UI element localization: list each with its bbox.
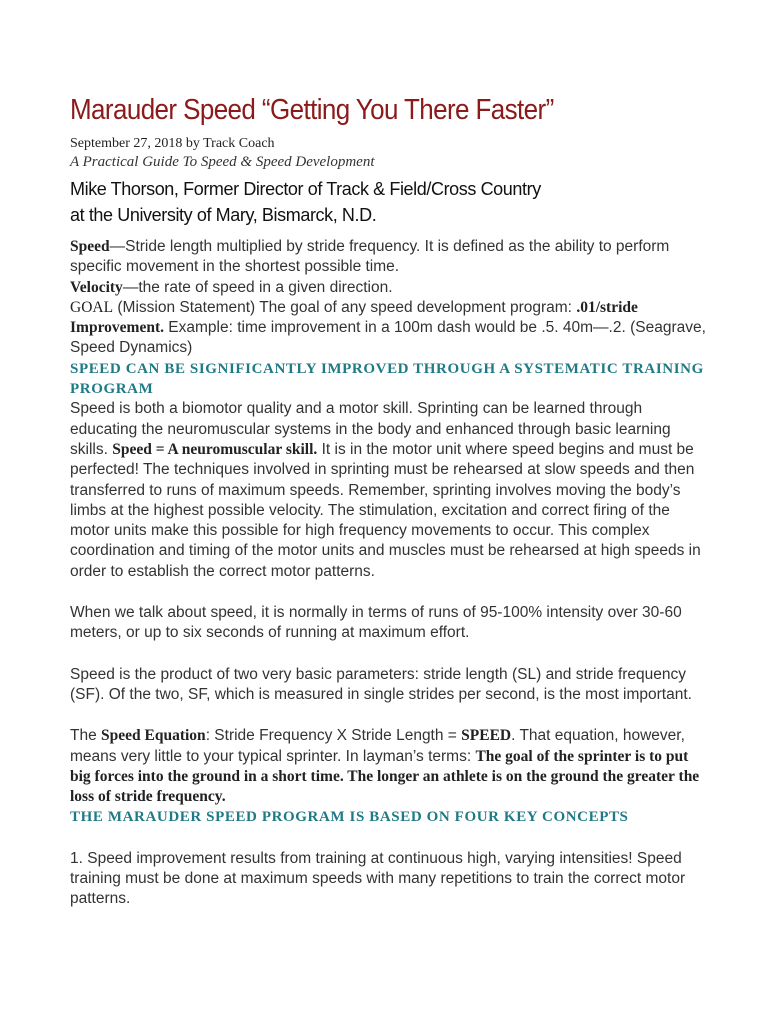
definition-velocity-text: —the rate of speed in a given direction. (122, 278, 393, 296)
section-heading-1: SPEED CAN BE SIGNIFICANTLY IMPROVED THROUGH A SYSTEMATIC TRAINING PROGRAM (70, 360, 704, 398)
author-line-2: at the University of Mary, Bismarck, N.D. (70, 205, 377, 225)
post-meta: September 27, 2018 by Track Coach (70, 136, 275, 151)
speed-equation-term: Speed Equation (101, 727, 206, 745)
paragraph-1 (70, 399, 710, 582)
article-subtitle: A Practical Guide To Speed & Speed Development (70, 154, 375, 170)
goal-statement (70, 298, 710, 359)
paragraph-1-text-a: Speed is both a biomotor quality and a motor skill. Sprinting can be learned through educating the neuromuscular systems in the body and enhanced through basic learning skills. (70, 400, 671, 458)
paragraph-1-bold: Speed = A neuromuscular skill. (112, 440, 318, 458)
goal-text-2: Example: time improvement in a 100m dash would be .5. 40m—.2. (Seagrave, Speed Dynamics) (70, 319, 706, 357)
definition-speed (70, 237, 710, 278)
paragraph-4-bold: The goal of the sprinter is to put big forces into the ground in a short time. The longer an athlete is on the ground the greater the loss of stride frequency. (70, 747, 700, 806)
author-block (70, 176, 541, 228)
author-line-1: Mike Thorson, Former Director of Track & Field/Cross Country (70, 179, 541, 199)
article-body (70, 237, 710, 910)
paragraph-4-text-a: The (70, 727, 102, 745)
paragraph-5: 1. Speed improvement results from training at continuous high, varying intensities! Speed training must be done at maximum speeds with many repetitions to train the correct motor patterns. (70, 849, 686, 908)
paragraph-3: Speed is the product of two very basic parameters: stride length (SL) and stride frequency (SF). Of the two, SF, which is measured in single strides per second, is the most important. (70, 665, 692, 703)
paragraph-1-text-b: It is in the motor unit where speed begins and must be perfected! The techniques involved in sprinting must be rehearsed at slow speeds and then transferred to runs of maximum speeds. Remember, sprinting involves moving the body’s limbs at the highest possible velocity. The stimulation, excitation and correct firing of the motor units make this possible for high frequency movements to occur. This complex coordination and timing of the motor units and muscles must be rehearsed at high speeds in order to establish the correct motor patterns. (70, 440, 701, 580)
section-heading-2: THE MARAUDER SPEED PROGRAM IS BASED ON FOUR KEY CONCEPTS (70, 809, 629, 826)
term-speed: Speed (70, 238, 110, 255)
definition-velocity (70, 278, 710, 298)
goal-text: (Mission Statement) The goal of any speed development program: (113, 298, 577, 316)
term-goal: GOAL (70, 298, 114, 316)
paragraph-2: When we talk about speed, it is normally in terms of runs of 95-100% intensity over 30-60 meters, or up to six seconds of running at maximum effort. (70, 604, 682, 642)
goal-bold: .01/stride Improvement. (70, 298, 638, 337)
definition-speed-text: —Stride length multiplied by stride frequency. It is defined as the ability to perform specific movement in the shortest possible time. (70, 238, 670, 276)
term-velocity: Velocity (70, 278, 123, 296)
paragraph-4-text-c: . That equation, however, means very little to your typical sprinter. In layman’s terms: (70, 727, 685, 765)
speed-term: SPEED (461, 727, 512, 745)
paragraph-4 (70, 726, 710, 807)
paragraph-4-text-b: : Stride Frequency X Stride Length = (205, 727, 462, 745)
article-title: Marauder Speed “Getting You There Faster” (70, 92, 554, 126)
